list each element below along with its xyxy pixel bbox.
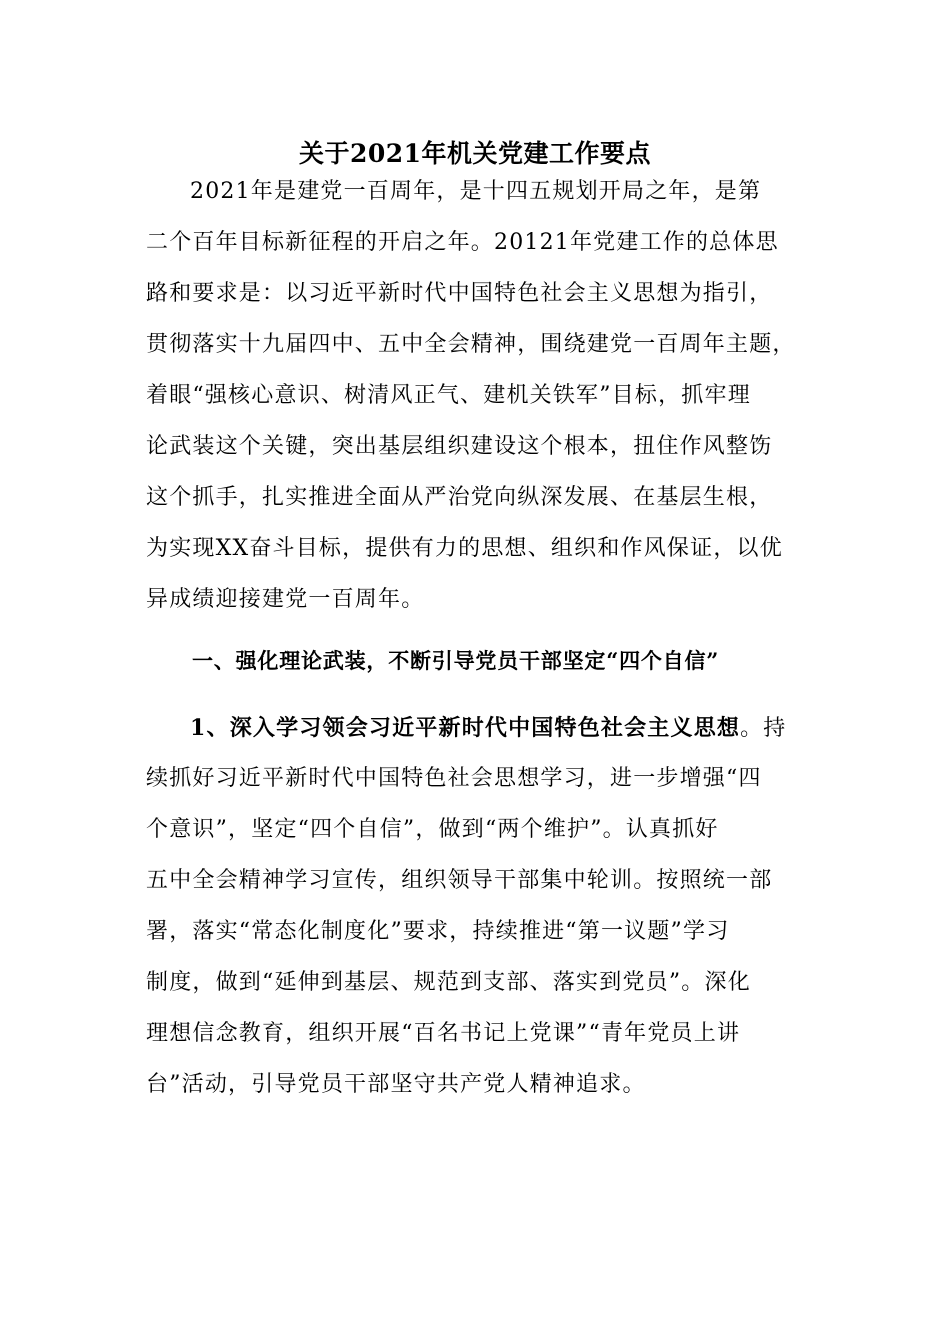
document-title: 关于2021年机关党建工作要点 xyxy=(298,139,652,168)
item-line: 理想信念教育，组织开展“百名书记上党课”“青年党员上讲 xyxy=(146,1021,741,1046)
item-line: 署，落实“常态化制度化”要求，持续推进“第一议题”学习 xyxy=(146,919,730,944)
intro-line: 论武装这个关键，突出基层组织建设这个根本，扭住作风整饬 xyxy=(146,434,773,459)
intro-line: 这个抓手，扎实推进全面从严治党向纵深发展、在基层生根， xyxy=(146,485,773,510)
item-heading: 1、深入学习领会习近平新时代中国特色社会主义思想 xyxy=(190,715,741,741)
intro-line: 路和要求是：以习近平新时代中国特色社会主义思想为指引， xyxy=(146,281,773,306)
item-line: 台”活动，引导党员干部坚守共产党人精神追求。 xyxy=(146,1072,646,1097)
intro-line: 二个百年目标新征程的开启之年。20121年党建工作的总体思 xyxy=(146,230,779,255)
item-line: 制度，做到“延伸到基层、规范到支部、落实到党员”。深化 xyxy=(146,970,751,995)
section-heading: 一、强化理论武装，不断引导党员干部坚定“四个自信” xyxy=(192,648,720,673)
item-line: 续抓好习近平新时代中国特色社会思想学习，进一步增强“四 xyxy=(146,766,762,791)
item-first-line xyxy=(190,713,806,744)
intro-line: 2021年是建党一百周年，是十四五规划开局之年，是第 xyxy=(190,179,762,204)
item-line: 五中全会精神学习宣传，组织领导干部集中轮训。按照统一部 xyxy=(146,868,773,893)
item-first-rest: 。持 xyxy=(740,716,787,741)
intro-line: 贯彻落实十九届四中、五中全会精神，围绕建党一百周年主题， xyxy=(146,332,796,357)
item-line: 个意识”，坚定“四个自信”，做到“两个维护”。认真抓好 xyxy=(146,817,719,842)
intro-line: 异成绩迎接建党一百周年。 xyxy=(146,587,425,612)
intro-line: 着眼“强核心意识、树清风正气、建机关铁军”目标，抓牢理 xyxy=(146,383,751,408)
intro-line: 为实现XX奋斗目标，提供有力的思想、组织和作风保证，以优 xyxy=(146,536,783,561)
